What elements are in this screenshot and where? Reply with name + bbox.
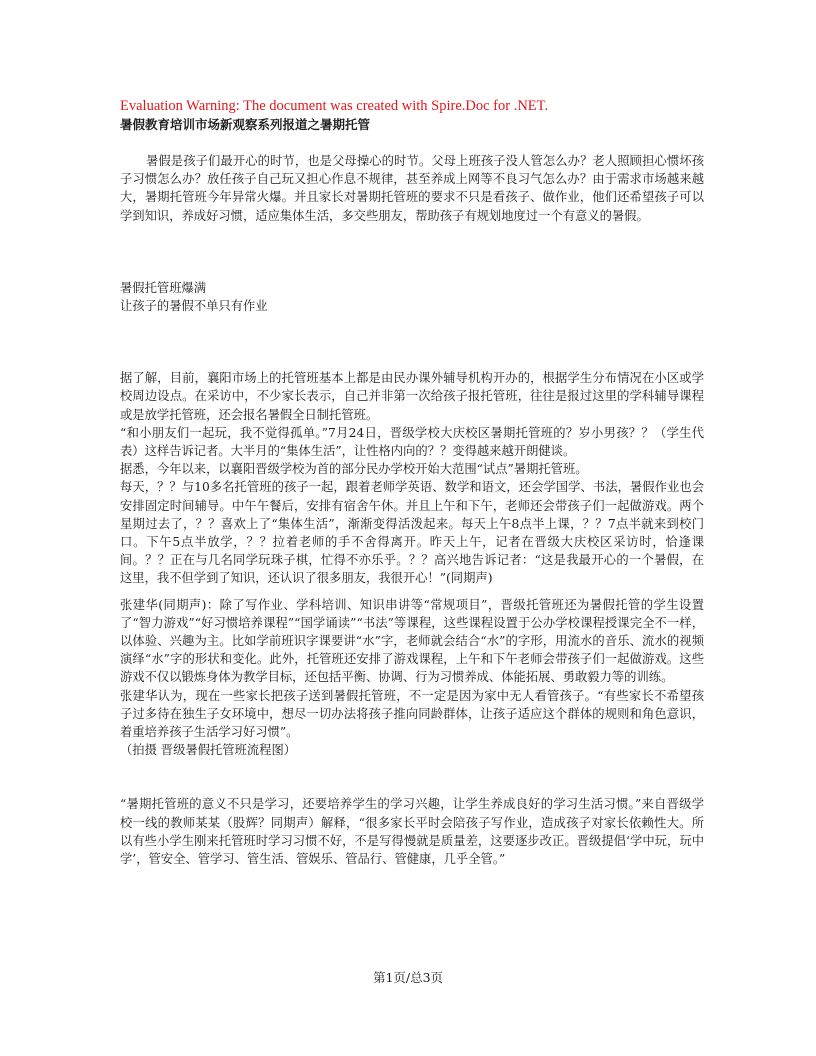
body-paragraph: 张建华(同期声)：除了写作业、学科培训、知识串讲等“常规项目”，晋级托管班还为暑假托管的学生设置了“智力游戏”“好习惯培养课程”“国学诵读”“书法”等课程，这些课程设置于公办学校课程授课完全不一样，以体验、兴趣为主。比如学前班识字课要讲“水”字，老师就会结合“水”的字形，用流水的音乐、流水的视频演绎“水”字的形状和变化。此外，托管班还安排了游戏课程，上午和下午老师会带孩子们一起做游戏。这些游戏不仅以锻炼身体为教学目标，还包括平衡、协调、行为习惯养成、体能拓展、勇敢毅力等的训练。	[120, 597, 704, 685]
document-body	[120, 97, 704, 868]
body-paragraph: 张建华认为，现在一些家长把孩子送到暑假托管班，不一定是因为家中无人看管孩子。“有些家长不希望孩子过多待在独生子女环境中，想尽一切办法将孩子推向同龄群体，让孩子适应这个群体的规则和角色意识，着重培养孩子生活学习好习惯”。	[120, 688, 704, 740]
document-title: 暑假教育培训市场新观察系列报道之暑期托管	[120, 117, 371, 132]
page-footer: 第1页/总3页	[372, 970, 444, 985]
intro-paragraph: 暑假是孩子们最开心的时节，也是父母操心的时节。父母上班孩子没人管怎么办？老人照顾担心惯坏孩子习惯怎么办？放任孩子自己玩又担心作息不规律，甚至养成上网等不良习气怎么办？由于需求市场越来越大，暑期托管班今年异常火爆。并且家长对暑期托管班的要求不只是看孩子、做作业，他们还希望孩子可以学到知识，养成好习惯，适应集体生活，多交些朋友，帮助孩子有规划地度过一个有意义的暑假。	[120, 154, 704, 223]
subheading-1: 暑假托管班爆满	[120, 280, 207, 295]
body-paragraph: 据了解，目前，襄阳市场上的托管班基本上都是由民办课外辅导机构开办的，根据学生分布情况在小区或学校周边设点。在采访中，不少家长表示，自己并非第一次给孩子报托管班，往往是报过这里的学科辅导课程或是放学托管班，还会报名暑假全日制托管班。	[120, 371, 704, 422]
body-paragraph: 据悉，今年以来，以襄阳晋级学校为首的部分民办学校开始大范围“试点”暑期托管班。	[120, 462, 588, 477]
subheading-2: 让孩子的暑假不单只有作业	[120, 299, 268, 314]
body-paragraph: “暑期托管班的意义不只是学习，还要培养学生的学习兴趣，让学生养成良好的学习生活习惯。”来自晋级学校一线的教师某某（股辉？同期声）解释，“很多家长平时会陪孩子写作业，造成孩子对家长依赖性大。所以有些小学生刚来托管班时学习习惯不好，不是写得慢就是质量差，这要逐步改正。晋级提倡‘学中玩，玩中学’，管安全、管学习、管生活、管娱乐、管品行、管健康，几乎全管。”	[120, 797, 704, 867]
body-paragraph: （拍摄 晋级暑假托管班流程图）	[120, 743, 297, 758]
body-paragraph: 每天，？？与10多名托管班的孩子一起，跟着老师学英语、数学和语文，还会学国学、书法，暑假作业也会安排固定时间辅导。中午午餐后，安排有宿舍午休。并且上午和下午，老师还会带孩子们一起做游戏。两个星期过去了，？？喜欢上了“集体生活”，渐渐变得活泼起来。每天上午8点半上课，？？7点半就来到校门口。下午5点半放学，？？拉着老师的手不舍得离开。昨天上午，记者在晋级大庆校区采访时，恰逢课间。？？正在与几名同学玩珠子棋，忙得不亦乐乎。？？高兴地告诉记者：“这是我最开心的一个暑假，在这里，我不但学到了知识，还认识了很多朋友，我很开心！”(同期声)	[120, 480, 704, 586]
body-paragraph: “和小朋友们一起玩，我不觉得孤单。”7月24日，晋级学校大庆校区暑期托管班的？岁小男孩？？（学生代表）这样告诉记者。大半月的“集体生活”，让性格内向的？？变得越来越开朗健谈。	[120, 425, 704, 459]
evaluation-warning: Evaluation Warning: The document was created with Spire.Doc for .NET.	[120, 98, 549, 114]
